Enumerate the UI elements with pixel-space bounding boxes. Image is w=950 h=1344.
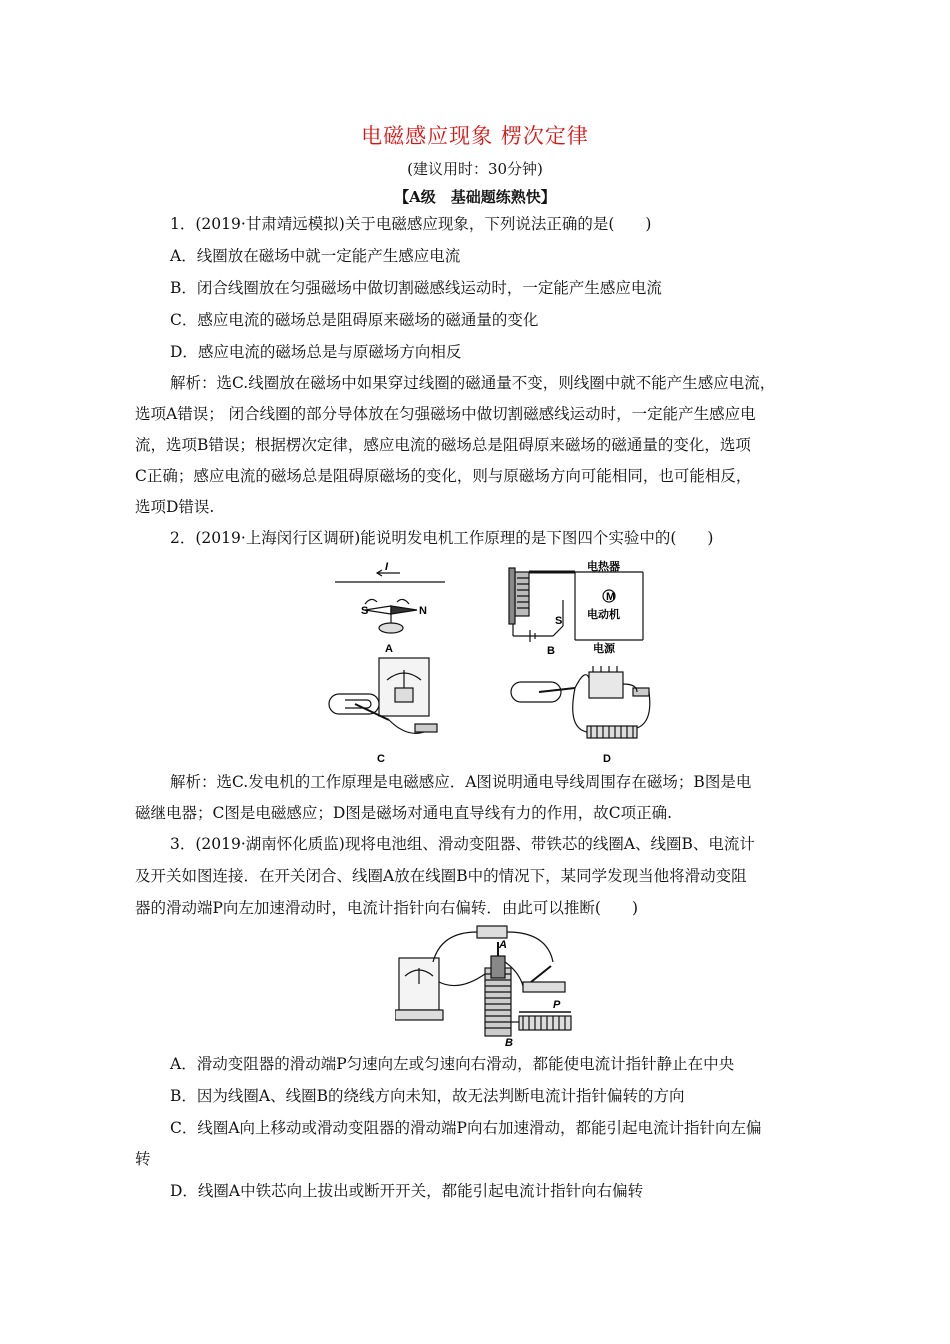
apparatus — [395, 926, 571, 1036]
rheostat — [519, 1016, 571, 1030]
wire-galv-coil — [439, 974, 485, 986]
q1-analysis-line: 流，选项B错误；根据楞次定律，感应电流的磁场总是阻碍原来磁场的磁通量的变化，选项 — [135, 436, 751, 454]
experiment-b — [509, 568, 643, 642]
induction-apparatus-diagram — [395, 922, 575, 1046]
slider-label: P — [553, 999, 561, 1011]
d-wire-3 — [637, 692, 650, 728]
q2-analysis-line: 解析：选C.发电机的工作原理是电磁感应．A图说明通电导线周围存在磁场；B图是电 — [170, 773, 752, 791]
q3-option-d: D．线圈A中铁芯向上拔出或断开开关，都能引起电流计指针向右偏转 — [170, 1182, 644, 1200]
q3-option-c-line: C．线圈A向上移动或滑动变阻器的滑动端P向右加速滑动，都能引起电流计指针向左偏 — [170, 1119, 762, 1137]
diagram-label-d: D — [603, 753, 611, 765]
diagram-label-c: C — [377, 753, 385, 765]
experiment-diagrams — [325, 560, 655, 770]
coil-a — [491, 956, 505, 978]
switch-label: S — [555, 615, 563, 627]
q3-stem-line: 3．(2019·湖南怀化质监)现将电池组、滑动变阻器、带铁芯的线圈A、线圈B、电流计 — [170, 835, 755, 853]
wire-battery-right — [507, 932, 553, 962]
experiment-a — [335, 570, 445, 633]
motor-symbol-label: M — [606, 591, 616, 603]
galvanometer-window — [395, 688, 413, 702]
field-arrow-left — [365, 599, 377, 604]
galvanometer-base — [395, 1010, 443, 1020]
d-wire-1 — [575, 675, 589, 688]
q1-analysis-line: C正确；感应电流的磁场总是阻碍原磁场的变化，则与原磁场方向可能相同，也可能相反， — [135, 467, 752, 485]
q3-option-b: B．因为线圈A、线圈B的绕线方向未知，故无法判断电流计指针偏转的方向 — [170, 1087, 685, 1105]
q3-option-c-line: 转 — [135, 1150, 151, 1168]
current-label: I — [385, 561, 389, 573]
time-suggestion: (建议用时：30分钟) — [407, 160, 543, 178]
q1-analysis-line: 选项A错误； 闭合线圈的部分导体放在匀强磁场中做切割磁感线运动时，一定能产生感应电 — [135, 405, 756, 423]
compass-needle-s — [365, 606, 391, 614]
q1-stem: 1．(2019·甘肃靖远模拟)关于电磁感应现象，下列说法正确的是( ) — [170, 215, 652, 233]
s-pole-label: S — [361, 605, 369, 617]
c-switch — [415, 724, 437, 732]
experiment-c — [329, 658, 437, 733]
heater-label: 电热器 — [587, 561, 620, 573]
diagram-label-b: B — [547, 645, 555, 657]
d-horseshoe-magnet — [511, 682, 561, 702]
q3-option-a: A．滑动变阻器的滑动端P匀速向左或匀速向右滑动，都能使电流计指针静止在中央 — [170, 1055, 735, 1073]
compass-needle-n — [391, 606, 417, 614]
d-battery — [589, 672, 623, 698]
d-wire-4 — [573, 688, 587, 732]
d-battery-terminals — [593, 666, 617, 672]
power-label: 电源 — [593, 643, 615, 655]
switch-base — [523, 982, 565, 992]
q2-stem: 2．(2019·上海闵行区调研)能说明发电机工作原理的是下图四个实验中的( ) — [170, 529, 714, 547]
q3-stem-line: 及开关如图连接．在开关闭合、线圈A放在线圈B中的情况下，某同学发现当他将滑动变阻 — [135, 867, 747, 885]
compass-base — [379, 623, 403, 633]
battery-pack — [477, 926, 507, 938]
wire-battery-left — [433, 932, 477, 962]
n-pole-label: N — [419, 605, 427, 617]
q3-stem-line: 器的滑动端P向左加速滑动时，电流计指针向右偏转．由此可以推断( ) — [135, 899, 639, 917]
coil-b-label: B — [505, 1037, 513, 1046]
experiment-d — [511, 666, 650, 738]
q1-analysis-line: 选项D错误. — [135, 498, 215, 516]
page-title: 电磁感应现象 楞次定律 — [361, 124, 589, 148]
relay-frame — [509, 568, 515, 624]
q1-analysis-line: 解析：选C.线圈放在磁场中如果穿过线圈的磁通量不变，则线圈中就不能产生感应电流， — [170, 374, 776, 392]
d-switch — [633, 688, 649, 696]
d-rheostat — [587, 726, 637, 738]
q2-analysis-line: 磁继电器；C图是电磁感应；D图是磁场对通电直导线有力的作用，故C项正确. — [135, 804, 673, 822]
q3-figure — [395, 922, 575, 1046]
b-switch-arm — [553, 626, 563, 636]
q1-option-c: C．感应电流的磁场总是阻碍原来磁场的磁通量的变化 — [170, 311, 539, 329]
q1-option-a: A．线圈放在磁场中就一定能产生感应电流 — [170, 247, 461, 265]
q1-option-b: B．闭合线圈放在匀强磁场中做切割磁感线运动时，一定能产生感应电流 — [170, 279, 662, 297]
section-heading: 【A级 基础题练熟快】 — [394, 188, 556, 206]
diagram-label-a: A — [385, 643, 393, 655]
field-arrow-right — [397, 599, 409, 604]
switch-lever — [531, 966, 551, 982]
q1-option-d: D．感应电流的磁场总是与原磁场方向相反 — [170, 343, 462, 361]
coil-a-label: A — [499, 939, 507, 951]
motor-label: 电动机 — [587, 609, 620, 621]
q2-figure — [325, 560, 655, 770]
